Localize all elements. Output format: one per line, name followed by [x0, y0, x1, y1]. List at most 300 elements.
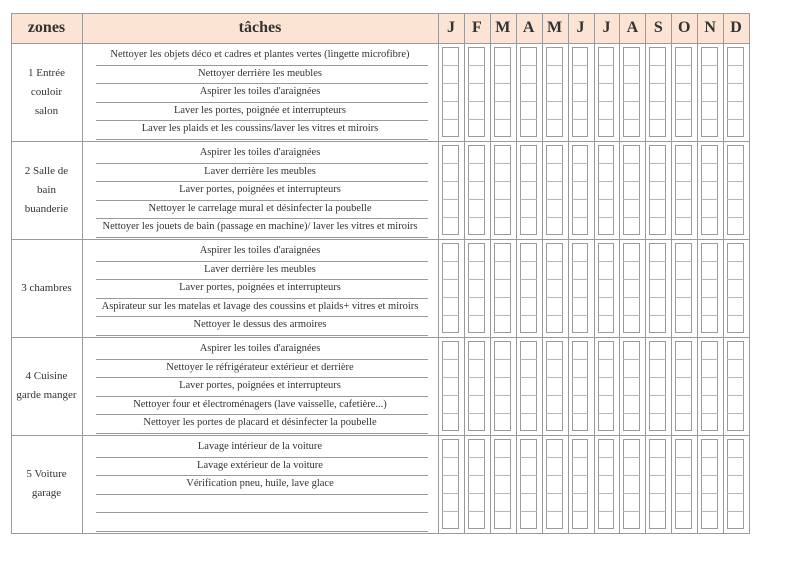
month-checkbox-column[interactable]	[727, 439, 744, 529]
checkbox-divider	[546, 493, 563, 494]
task-item: Lavage extérieur de la voiture	[197, 459, 323, 471]
checkbox-divider	[598, 65, 615, 66]
task-item: Laver les plaids et les coussins/laver les vitres et miroirs	[141, 123, 379, 134]
checkbox-divider	[520, 279, 537, 280]
task-item: Nettoyer les objets déco et cadres et plantes vertes (lingette microfibre)	[110, 49, 410, 60]
month-checkbox-column[interactable]	[649, 145, 666, 235]
checkbox-divider	[649, 493, 666, 494]
zone-label	[11, 239, 82, 337]
checkbox-divider	[546, 359, 563, 360]
task-item	[82, 513, 438, 532]
checkbox-divider	[701, 217, 718, 218]
month-checkbox-column[interactable]	[442, 439, 459, 529]
checkbox-divider	[727, 65, 744, 66]
zone-label-text: 3 chambres	[21, 281, 72, 294]
task-item: Laver les portes, poignée et interrupteurs	[173, 104, 347, 116]
task-item: Laver portes, poignées et interrupteurs	[179, 184, 341, 195]
checkbox-divider	[546, 163, 563, 164]
checkbox-divider	[546, 315, 563, 316]
checkbox-divider	[520, 475, 537, 476]
month-checkbox-column[interactable]	[468, 341, 485, 431]
checkbox-divider	[701, 377, 718, 378]
month-checkbox-column[interactable]	[675, 47, 692, 137]
checkbox-divider	[442, 413, 459, 414]
checkbox-divider	[468, 181, 485, 182]
checkbox-divider	[520, 65, 537, 66]
checkbox-divider	[598, 119, 615, 120]
month-checkbox-column[interactable]	[520, 341, 537, 431]
checkbox-divider	[520, 457, 537, 458]
month-header: J	[576, 19, 585, 36]
header-divider	[11, 43, 749, 44]
checkbox-divider	[572, 493, 589, 494]
checkbox-divider	[494, 457, 511, 458]
zone-divider	[11, 239, 749, 240]
checkbox-divider	[701, 119, 718, 120]
checkbox-divider	[598, 395, 615, 396]
checkbox-divider	[442, 181, 459, 182]
checkbox-divider	[598, 511, 615, 512]
checkbox-divider	[468, 493, 485, 494]
checkbox-divider	[727, 181, 744, 182]
month-checkbox-column[interactable]	[649, 341, 666, 431]
month-checkbox-column[interactable]	[675, 439, 692, 529]
month-checkbox-column[interactable]	[494, 341, 511, 431]
checkbox-divider	[468, 413, 485, 414]
month-checkbox-column[interactable]	[598, 439, 615, 529]
month-checkbox-column[interactable]	[727, 243, 744, 333]
checkbox-divider	[727, 315, 744, 316]
checkbox-divider	[649, 181, 666, 182]
checkbox-divider	[727, 475, 744, 476]
month-checkbox-column[interactable]	[572, 243, 589, 333]
checkbox-divider	[468, 457, 485, 458]
checkbox-divider	[649, 279, 666, 280]
checkbox-divider	[727, 101, 744, 102]
checkbox-divider	[494, 101, 511, 102]
checkbox-divider	[520, 377, 537, 378]
checkbox-divider	[442, 377, 459, 378]
checkbox-divider	[572, 181, 589, 182]
checkbox-divider	[442, 493, 459, 494]
checkbox-divider	[494, 65, 511, 66]
checkbox-divider	[727, 217, 744, 218]
checkbox-divider	[546, 413, 563, 414]
checkbox-divider	[649, 511, 666, 512]
month-checkbox-column[interactable]	[727, 145, 744, 235]
checkbox-divider	[494, 297, 511, 298]
task-item: Nettoyer le dessus des armoires	[193, 319, 327, 330]
checkbox-divider	[701, 493, 718, 494]
checkbox-divider	[727, 413, 744, 414]
month-checkbox-column[interactable]	[675, 341, 692, 431]
month-checkbox-column[interactable]	[468, 47, 485, 137]
checkbox-divider	[701, 395, 718, 396]
checkbox-divider	[675, 163, 692, 164]
zone-label	[11, 435, 82, 533]
month-header: S	[653, 19, 663, 36]
month-checkbox-column[interactable]	[468, 243, 485, 333]
table-border-bottom	[11, 533, 750, 534]
task-item: Laver portes, poignées et interrupteurs	[179, 282, 341, 293]
checkbox-divider	[468, 217, 485, 218]
task-item: Nettoyer le réfrigérateur extérieur et derrière	[166, 361, 354, 373]
checkbox-divider	[623, 181, 640, 182]
checkbox-divider	[675, 279, 692, 280]
checkbox-divider	[572, 395, 589, 396]
month-checkbox-column[interactable]	[546, 243, 563, 333]
checkbox-divider	[468, 511, 485, 512]
checkbox-divider	[494, 493, 511, 494]
checkbox-divider	[675, 413, 692, 414]
checkbox-divider	[598, 163, 615, 164]
month-checkbox-column[interactable]	[572, 47, 589, 137]
checkbox-divider	[701, 315, 718, 316]
checkbox-divider	[598, 83, 615, 84]
month-checkbox-column[interactable]	[598, 145, 615, 235]
checkbox-divider	[442, 475, 459, 476]
month-checkbox-column[interactable]	[727, 47, 744, 137]
checkbox-divider	[598, 199, 615, 200]
checkbox-divider	[649, 217, 666, 218]
month-checkbox-column[interactable]	[649, 439, 666, 529]
checkbox-divider	[701, 457, 718, 458]
checkbox-divider	[494, 395, 511, 396]
month-checkbox-column[interactable]	[520, 243, 537, 333]
checkbox-divider	[675, 315, 692, 316]
checkbox-divider	[494, 217, 511, 218]
month-column-divider	[697, 13, 698, 533]
month-column-divider	[464, 13, 465, 533]
month-checkbox-column[interactable]	[675, 243, 692, 333]
month-checkbox-column[interactable]	[623, 47, 640, 137]
checkbox-divider	[675, 457, 692, 458]
checkbox-divider	[727, 297, 744, 298]
month-column-divider	[594, 13, 595, 533]
checkbox-divider	[649, 377, 666, 378]
checkbox-divider	[546, 475, 563, 476]
checkbox-divider	[546, 279, 563, 280]
month-checkbox-column[interactable]	[701, 341, 718, 431]
checkbox-divider	[623, 101, 640, 102]
checkbox-divider	[572, 83, 589, 84]
checkbox-divider	[623, 119, 640, 120]
checkbox-divider	[675, 261, 692, 262]
checkbox-divider	[520, 181, 537, 182]
task-item: Nettoyer les portes de placard et désinfecter la poubelle	[143, 417, 377, 428]
checkbox-divider	[701, 279, 718, 280]
task-underline	[96, 139, 428, 140]
checkbox-divider	[546, 457, 563, 458]
checkbox-divider	[623, 297, 640, 298]
zone-label	[11, 337, 82, 435]
month-checkbox-column[interactable]	[675, 145, 692, 235]
checkbox-divider	[494, 119, 511, 120]
month-checkbox-column[interactable]	[520, 145, 537, 235]
month-checkbox-column[interactable]	[468, 439, 485, 529]
checkbox-divider	[442, 217, 459, 218]
checkbox-divider	[546, 217, 563, 218]
zone-divider	[11, 337, 749, 338]
checkbox-divider	[675, 119, 692, 120]
month-checkbox-column[interactable]	[546, 47, 563, 137]
checkbox-divider	[520, 119, 537, 120]
checkbox-divider	[546, 65, 563, 66]
month-checkbox-column[interactable]	[598, 47, 615, 137]
month-checkbox-column[interactable]	[701, 145, 718, 235]
checkbox-divider	[494, 199, 511, 200]
task-item: Nettoyer four et électroménagers (lave vaisselle, cafetière...)	[133, 398, 387, 410]
checkbox-divider	[675, 359, 692, 360]
month-checkbox-column[interactable]	[701, 243, 718, 333]
checkbox-divider	[572, 279, 589, 280]
checkbox-divider	[598, 475, 615, 476]
task-underline	[96, 531, 428, 532]
checkbox-divider	[468, 475, 485, 476]
checkbox-divider	[727, 359, 744, 360]
task-item: Laver portes, poignées et interrupteurs	[179, 380, 341, 391]
month-header: J	[602, 19, 611, 36]
checkbox-divider	[494, 279, 511, 280]
checkbox-divider	[546, 511, 563, 512]
checkbox-divider	[623, 163, 640, 164]
checkbox-divider	[598, 279, 615, 280]
checkbox-divider	[468, 395, 485, 396]
month-checkbox-column[interactable]	[442, 47, 459, 137]
checkbox-divider	[520, 261, 537, 262]
checkbox-divider	[442, 511, 459, 512]
month-column-divider	[568, 13, 569, 533]
month-checkbox-column[interactable]	[572, 341, 589, 431]
checkbox-divider	[623, 493, 640, 494]
checkbox-divider	[468, 261, 485, 262]
checkbox-divider	[701, 65, 718, 66]
checkbox-divider	[598, 181, 615, 182]
checkbox-divider	[572, 475, 589, 476]
checkbox-divider	[520, 101, 537, 102]
month-checkbox-column[interactable]	[494, 145, 511, 235]
month-checkbox-column[interactable]	[623, 145, 640, 235]
month-header: N	[704, 19, 716, 36]
checkbox-divider	[468, 199, 485, 200]
checkbox-divider	[675, 83, 692, 84]
month-header: A	[522, 19, 535, 36]
month-checkbox-column[interactable]	[520, 439, 537, 529]
checkbox-divider	[546, 297, 563, 298]
checkbox-divider	[572, 413, 589, 414]
checkbox-divider	[727, 261, 744, 262]
checkbox-divider	[649, 83, 666, 84]
month-checkbox-column[interactable]	[727, 341, 744, 431]
checkbox-divider	[520, 413, 537, 414]
cleaning-schedule-table	[11, 13, 749, 533]
zone-label-text: 1 Entrée couloir salon	[28, 66, 65, 117]
task-item: Nettoyer le carrelage mural et désinfecter la poubelle	[148, 202, 372, 214]
task-item: Lavage intérieur de la voiture	[197, 441, 323, 452]
checkbox-divider	[468, 359, 485, 360]
checkbox-divider	[494, 181, 511, 182]
checkbox-divider	[572, 199, 589, 200]
checkbox-divider	[727, 119, 744, 120]
checkbox-divider	[468, 377, 485, 378]
month-checkbox-column[interactable]	[572, 145, 589, 235]
month-checkbox-column[interactable]	[649, 47, 666, 137]
checkbox-divider	[572, 457, 589, 458]
checkbox-divider	[701, 199, 718, 200]
checkbox-divider	[649, 475, 666, 476]
checkbox-divider	[442, 163, 459, 164]
checkbox-divider	[546, 101, 563, 102]
task-underline	[96, 335, 428, 336]
month-checkbox-column[interactable]	[494, 439, 511, 529]
checkbox-divider	[675, 297, 692, 298]
checkbox-divider	[727, 377, 744, 378]
checkbox-divider	[546, 395, 563, 396]
checkbox-divider	[623, 65, 640, 66]
month-checkbox-column[interactable]	[623, 243, 640, 333]
checkbox-divider	[623, 83, 640, 84]
month-checkbox-column[interactable]	[494, 47, 511, 137]
checkbox-divider	[520, 493, 537, 494]
checkbox-divider	[468, 119, 485, 120]
checkbox-divider	[649, 395, 666, 396]
task-item: Aspirateur sur les matelas et lavage des coussins et plaids+ vitres et miroirs	[101, 300, 419, 312]
checkbox-divider	[623, 199, 640, 200]
month-checkbox-column[interactable]	[546, 145, 563, 235]
checkbox-divider	[468, 163, 485, 164]
month-checkbox-column[interactable]	[468, 145, 485, 235]
month-checkbox-column[interactable]	[701, 439, 718, 529]
task-item: Nettoyer derrière les meubles	[198, 67, 322, 79]
checkbox-divider	[598, 101, 615, 102]
checkbox-divider	[494, 261, 511, 262]
checkbox-divider	[546, 181, 563, 182]
checkbox-divider	[468, 279, 485, 280]
checkbox-divider	[572, 163, 589, 164]
checkbox-divider	[649, 163, 666, 164]
month-column-divider	[671, 13, 672, 533]
checkbox-divider	[494, 511, 511, 512]
month-checkbox-column[interactable]	[494, 243, 511, 333]
checkbox-divider	[701, 261, 718, 262]
checkbox-divider	[623, 279, 640, 280]
checkbox-divider	[572, 297, 589, 298]
task-item: Laver derrière les meubles	[204, 263, 316, 275]
checkbox-divider	[494, 83, 511, 84]
month-column-divider	[723, 13, 724, 533]
month-header: M	[547, 19, 563, 36]
checkbox-divider	[598, 377, 615, 378]
checkbox-divider	[701, 359, 718, 360]
checkbox-divider	[675, 377, 692, 378]
checkbox-divider	[520, 199, 537, 200]
month-checkbox-column[interactable]	[546, 341, 563, 431]
zone-label	[11, 43, 82, 141]
checkbox-divider	[442, 395, 459, 396]
checkbox-divider	[623, 475, 640, 476]
checkbox-divider	[675, 395, 692, 396]
month-header: D	[730, 19, 742, 36]
checkbox-divider	[675, 475, 692, 476]
checkbox-divider	[623, 315, 640, 316]
tasks-header: tâches	[238, 19, 282, 36]
month-header: M	[495, 19, 511, 36]
checkbox-divider	[598, 493, 615, 494]
checkbox-divider	[649, 315, 666, 316]
checkbox-divider	[701, 181, 718, 182]
checkbox-divider	[649, 359, 666, 360]
month-checkbox-column[interactable]	[572, 439, 589, 529]
month-column-divider	[516, 13, 517, 533]
checkbox-divider	[442, 279, 459, 280]
checkbox-divider	[598, 413, 615, 414]
checkbox-divider	[442, 261, 459, 262]
checkbox-divider	[468, 83, 485, 84]
checkbox-divider	[572, 65, 589, 66]
checkbox-divider	[675, 217, 692, 218]
month-column-divider	[619, 13, 620, 533]
checkbox-divider	[727, 493, 744, 494]
month-header: J	[446, 19, 455, 36]
zone-divider	[11, 141, 749, 142]
checkbox-divider	[442, 199, 459, 200]
checkbox-divider	[701, 413, 718, 414]
checkbox-divider	[623, 377, 640, 378]
checkbox-divider	[520, 217, 537, 218]
checkbox-divider	[494, 163, 511, 164]
checkbox-divider	[727, 395, 744, 396]
checkbox-divider	[520, 163, 537, 164]
month-checkbox-column[interactable]	[520, 47, 537, 137]
checkbox-divider	[649, 101, 666, 102]
checkbox-divider	[649, 199, 666, 200]
month-checkbox-column[interactable]	[623, 341, 640, 431]
task-item: Aspirer les toiles d'araignées	[199, 147, 321, 158]
checkbox-divider	[572, 119, 589, 120]
checkbox-divider	[468, 315, 485, 316]
checkbox-divider	[546, 377, 563, 378]
checkbox-divider	[572, 359, 589, 360]
checkbox-divider	[598, 297, 615, 298]
month-checkbox-column[interactable]	[623, 439, 640, 529]
zone-label-text: 4 Cuisine garde manger	[16, 370, 77, 401]
checkbox-divider	[520, 83, 537, 84]
month-checkbox-column[interactable]	[442, 145, 459, 235]
checkbox-divider	[442, 359, 459, 360]
checkbox-divider	[546, 83, 563, 84]
month-checkbox-column[interactable]	[442, 243, 459, 333]
month-checkbox-column[interactable]	[649, 243, 666, 333]
task-item: Aspirer les toiles d'araignées	[199, 86, 321, 97]
month-checkbox-column[interactable]	[598, 341, 615, 431]
checkbox-divider	[701, 297, 718, 298]
checkbox-divider	[675, 65, 692, 66]
checkbox-divider	[623, 217, 640, 218]
checkbox-divider	[442, 315, 459, 316]
checkbox-divider	[623, 261, 640, 262]
month-checkbox-column[interactable]	[598, 243, 615, 333]
checkbox-divider	[572, 511, 589, 512]
checkbox-divider	[442, 457, 459, 458]
month-checkbox-column[interactable]	[442, 341, 459, 431]
checkbox-divider	[520, 359, 537, 360]
checkbox-divider	[546, 261, 563, 262]
month-checkbox-column[interactable]	[546, 439, 563, 529]
checkbox-divider	[494, 377, 511, 378]
month-checkbox-column[interactable]	[701, 47, 718, 137]
checkbox-divider	[468, 65, 485, 66]
table-border-top	[11, 13, 749, 14]
